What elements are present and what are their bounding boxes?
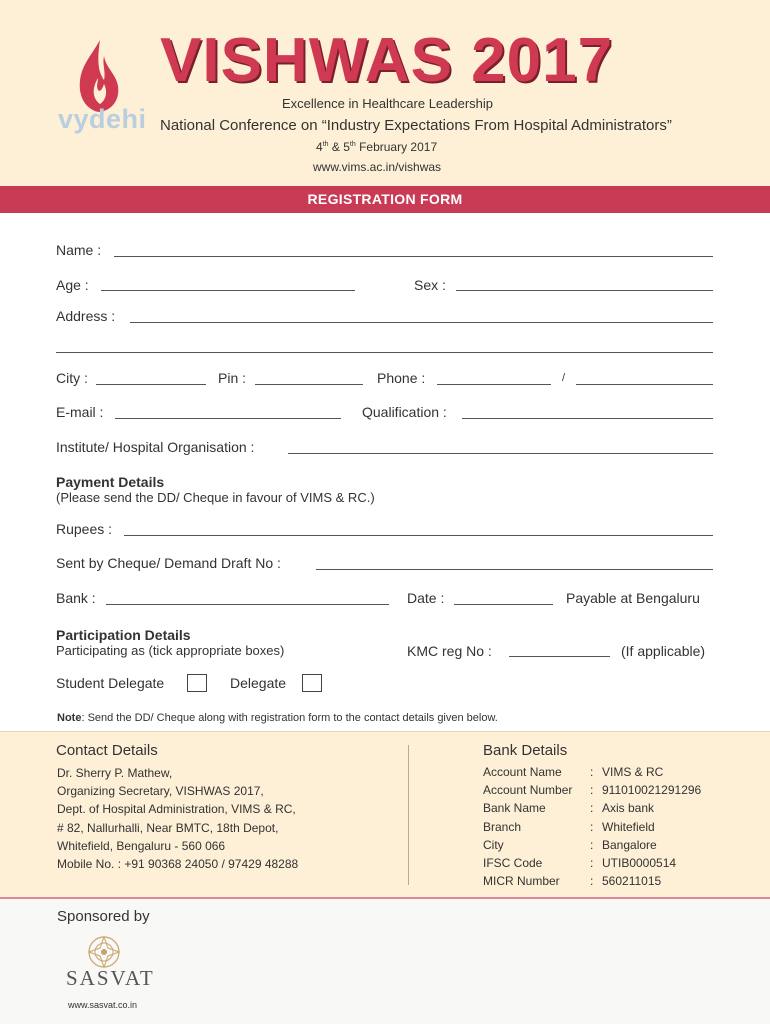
bank-row-value: 560211015 <box>602 874 662 888</box>
submission-note: Note: Send the DD/ Cheque along with registration form to the contact details given below. <box>57 712 498 724</box>
sex-label: Sex : <box>414 277 446 293</box>
bank-row-colon: : <box>590 783 594 797</box>
bank-row-value: 911010021291296 <box>602 783 702 797</box>
rupees-label: Rupees : <box>56 521 113 537</box>
bank-row-value: Whitefield <box>602 820 655 834</box>
bank-row-label: Account Number <box>483 783 573 797</box>
name-field[interactable] <box>114 256 713 257</box>
age-label: Age : <box>56 277 89 293</box>
contact-bank-divider <box>408 745 409 885</box>
qualification-field[interactable] <box>462 418 713 419</box>
qualification-label: Qualification : <box>362 404 447 420</box>
sasvat-logo-text: SASVAT <box>66 966 155 990</box>
age-field[interactable] <box>101 290 355 291</box>
sasvat-mandala-logo-icon <box>86 934 122 970</box>
bank-row-value: VIMS & RC <box>602 765 664 779</box>
delegate-label: Delegate <box>230 675 287 691</box>
bank-row-label: IFSC Code <box>483 856 543 870</box>
bank-row-colon: : <box>590 820 594 834</box>
date-label: Date : <box>407 590 445 606</box>
phone-label: Phone : <box>377 370 426 386</box>
kmc-label: KMC reg No : <box>407 643 492 659</box>
city-label: City : <box>56 370 88 386</box>
bank-row-colon: : <box>590 838 594 852</box>
event-title: VISHWAS 2017 <box>160 26 614 95</box>
bank-details-heading: Bank Details <box>483 742 568 759</box>
email-field[interactable] <box>115 418 341 419</box>
sponsor-website: www.sasvat.co.in <box>68 1000 138 1010</box>
student-delegate-label: Student Delegate <box>56 675 165 691</box>
vydehi-logo-text: vydehi <box>58 104 147 134</box>
pin-field[interactable] <box>255 384 363 385</box>
bank-row-colon: : <box>590 874 594 888</box>
event-dates: 4th & 5th February 2017 <box>316 140 438 154</box>
rupees-field[interactable] <box>124 535 713 536</box>
bank-row-label: Bank Name <box>483 801 546 815</box>
contact-mobile: Mobile No. : +91 90368 24050 / 97429 48288 <box>57 857 299 871</box>
city-field[interactable] <box>96 384 206 385</box>
phone-separator: / <box>562 372 566 384</box>
bank-field[interactable] <box>106 604 389 605</box>
payable-at-text: Payable at Bengaluru <box>566 590 700 606</box>
participation-details-heading: Participation Details <box>56 627 191 643</box>
conference-name: National Conference on “Industry Expectations From Hospital Administrators” <box>160 117 672 134</box>
sponsored-by-heading: Sponsored by <box>57 908 150 925</box>
kmc-field[interactable] <box>509 656 610 657</box>
institute-field[interactable] <box>288 453 713 454</box>
bank-row-label: City <box>483 838 504 852</box>
bank-row-label: Account Name <box>483 765 562 779</box>
bank-row-value: Axis bank <box>602 801 655 815</box>
payment-details-heading: Payment Details <box>56 474 165 490</box>
bank-row-label: MICR Number <box>483 874 560 888</box>
contact-details-heading: Contact Details <box>56 742 158 759</box>
name-label: Name : <box>56 242 102 258</box>
bank-label: Bank : <box>56 590 96 606</box>
registration-form-banner: REGISTRATION FORM <box>0 186 770 213</box>
phone-field-1[interactable] <box>437 384 551 385</box>
sex-field[interactable] <box>456 290 713 291</box>
pin-label: Pin : <box>218 370 247 386</box>
contact-line: # 82, Nallurhalli, Near BMTC, 18th Depot, <box>57 821 279 835</box>
contact-line: Whitefield, Bengaluru - 560 066 <box>57 839 226 853</box>
contact-line: Dr. Sherry P. Mathew, <box>57 766 173 780</box>
cheque-label: Sent by Cheque/ Demand Draft No : <box>56 555 281 571</box>
institute-label: Institute/ Hospital Organisation : <box>56 439 255 455</box>
participation-instruction: Participating as (tick appropriate boxes) <box>56 643 285 658</box>
payment-instruction: (Please send the DD/ Cheque in favour of VIMS & RC.) <box>56 490 375 505</box>
email-label: E-mail : <box>56 404 104 420</box>
bank-row-colon: : <box>590 856 594 870</box>
bank-row-value: UTIB0000514 <box>602 856 677 870</box>
kmc-applicable-note: (If applicable) <box>621 643 706 659</box>
student-delegate-checkbox[interactable] <box>187 674 207 692</box>
contact-line: Organizing Secretary, VISHWAS 2017, <box>57 784 264 798</box>
contact-line: Dept. of Hospital Administration, VIMS & RC, <box>57 802 296 816</box>
address-field-line-2[interactable] <box>56 352 713 353</box>
bank-row-colon: : <box>590 765 594 779</box>
bank-row-label: Branch <box>483 820 522 834</box>
date-field[interactable] <box>454 604 553 605</box>
event-website: www.vims.ac.in/vishwas <box>313 160 442 174</box>
address-field-line-1[interactable] <box>130 322 713 323</box>
address-label: Address : <box>56 308 116 324</box>
event-tagline: Excellence in Healthcare Leadership <box>282 96 494 111</box>
cheque-field[interactable] <box>316 569 713 570</box>
phone-field-2[interactable] <box>576 384 713 385</box>
bank-row-colon: : <box>590 801 594 815</box>
delegate-checkbox[interactable] <box>302 674 322 692</box>
bank-row-value: Bangalore <box>602 838 657 852</box>
